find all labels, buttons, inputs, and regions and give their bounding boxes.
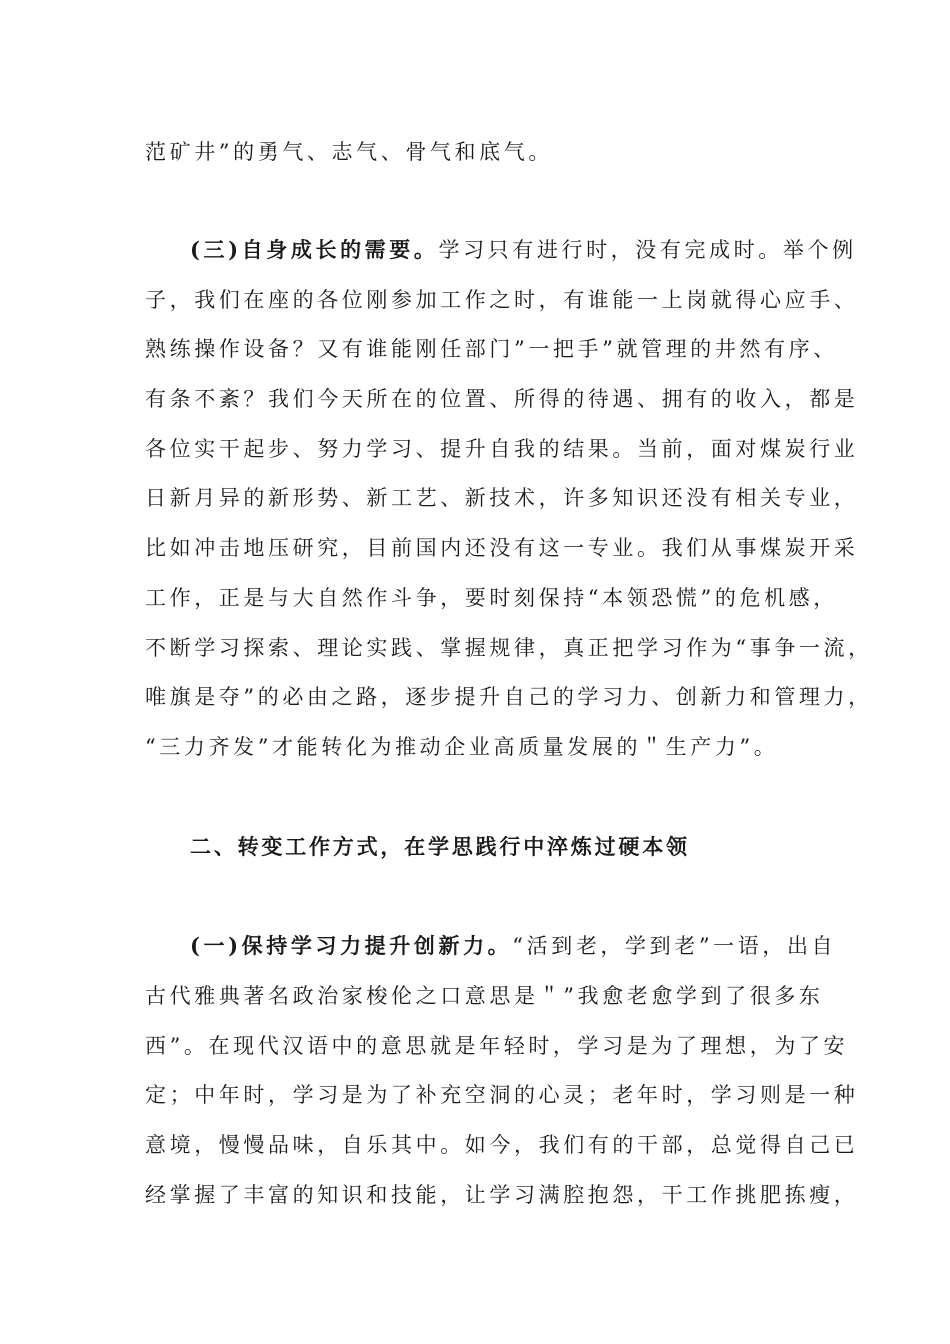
section-lead-title: (一)保持学习力提升创新力。 xyxy=(190,933,513,958)
section-lead-title: (三)自身成长的需要。 xyxy=(190,237,439,262)
paragraph-line: 定；中年时，学习是为了补充空洞的心灵；老年时，学习则是一种 xyxy=(145,1083,859,1107)
paragraph-line: 各位实干起步、努力学习、提升自我的结果。当前，面对煤炭行业 xyxy=(145,437,859,461)
paragraph-text: 学习只有进行时，没有完成时。举个例 xyxy=(438,238,857,262)
paragraph-line: 比如冲击地压研究，目前国内还没有这一专业。我们从事煤炭开采 xyxy=(145,536,859,560)
paragraph-line: “三力齐发”才能转化为推动企业高质量发展的＂生产力”。 xyxy=(145,735,779,759)
paragraph-line: 工作，正是与大自然作斗争，要时刻保持“本领恐慌”的危机感， xyxy=(145,586,838,610)
paragraph-line: 有条不紊？我们今天所在的位置、所得的待遇、拥有的收入，都是 xyxy=(145,387,859,411)
paragraph-line: 西”。在现代汉语中的意思就是年轻时，学习是为了理想，为了安 xyxy=(145,1034,849,1058)
paragraph-line: 唯旗是夺”的必由之路，逐步提升自己的学习力、创新力和管理力， xyxy=(145,685,873,709)
paragraph-line: 不断学习探索、理论实践、掌握规律，真正把学习作为“事争一流， xyxy=(145,636,873,660)
section-heading: 二、转变工作方式，在学思践行中淬炼过硬本领 xyxy=(190,834,690,859)
paragraph-line: 范矿井”的勇气、志气、骨气和底气。 xyxy=(145,140,553,164)
paragraph-first-line xyxy=(190,235,857,265)
paragraph-text: “活到老，学到老”一语，出自 xyxy=(512,934,837,958)
paragraph-line: 日新月异的新形势、新工艺、新技术，许多知识还没有相关专业， xyxy=(145,486,859,510)
paragraph-line: 熟练操作设备？又有谁能刚任部门”一把手”就管理的井然有序、 xyxy=(145,337,838,361)
paragraph-first-line xyxy=(190,931,836,961)
paragraph-line: 意境，慢慢品味，自乐其中。如今，我们有的干部，总觉得自己已 xyxy=(145,1133,859,1157)
paragraph-line: 子，我们在座的各位刚参加工作之时，有谁能一上岗就得心应手、 xyxy=(145,288,859,312)
paragraph-line: 古代雅典著名政治家梭伦之口意思是＂”我愈老愈学到了很多东 xyxy=(145,984,824,1008)
paragraph-line: 经掌握了丰富的知识和技能，让学习满腔抱怨，干工作挑肥拣瘦， xyxy=(145,1183,859,1207)
